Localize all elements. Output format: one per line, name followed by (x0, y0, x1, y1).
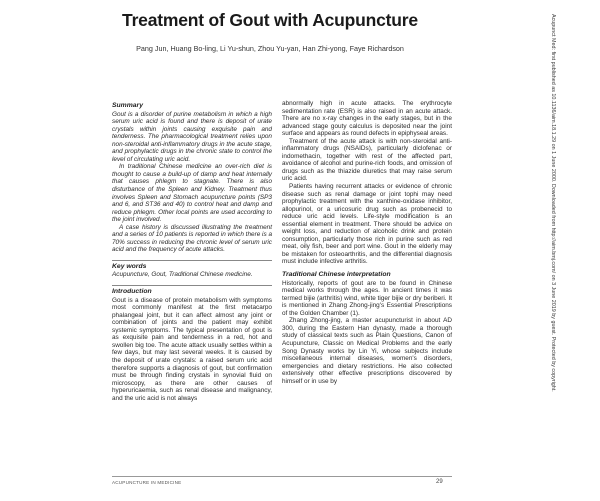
summary-paragraph: Gout is a disorder of purine metabolism in which a high serum uric acid is found and there is deposit of urate crystals within joints causing exquisite pain and tenderness. The pharmacological treatment relies upon non-steroidal anti-inflammatory drugs in the acute stage, and prophylactic drugs in the chronic state to control the level of circulating uric acid. (112, 110, 272, 163)
right-column (282, 100, 452, 385)
body-paragraph: abnormally high in acute attacks. The erythrocyte sedimentation rate (ESR) is also raised in an acute attack. There are no x-ray changes in the early stages, but in the advanced stage gouty calculus is deposited near the joint surface and appears as round defects in epiphyseal areas. (282, 100, 452, 138)
author-list: Pang Jun, Huang Bo-ling, Li Yu-shun, Zhou Yu-yan, Han Zhi-yong, Faye Richardson (136, 44, 404, 53)
summary-paragraph: In traditional Chinese medicine an over-rich diet is thought to cause a build-up of damp and heat internally that causes phlegm to stagnate. There is also disturbance of the Spleen and Kidney. Treatment thus involves Spleen and Stomach acupuncture points (SP3 and 6, and ST36 and 40) to control heat and damp and reduce phlegm. Other local points are used according to the joint involved. (112, 163, 272, 224)
summary-paragraph: A case history is discussed illustrating the treatment and a series of 10 patients is reported in which there is a 70% success in reducing the chronic level of serum uric acid and the frequency of acute attacks. (112, 223, 272, 254)
summary-section (112, 102, 272, 254)
section-divider (112, 285, 272, 286)
introduction-section (112, 285, 272, 402)
tcm-heading: Traditional Chinese interpretation (282, 271, 391, 279)
body-paragraph: Patients having recurrent attacks or evidence of chronic disease such as renal damage or joint tophi may need prophylactic treatment with the xanthine-oxidase inhibitor, allopurinol, or a uricosuric drug such as probenecid to reduce uric acid levels. Life-style modification is an essential element in treatment. There should be advice on weight loss, and reduction of alcoholic drink and protein consumption, particularly those rich in purine such as red meat, oily fish, beer and port wine. Gout in the elderly may be mistaken for osteoarthritis, and the differential diagnosis must include infective arthritis. (282, 183, 452, 266)
left-column (112, 102, 272, 402)
body-paragraph: Treatment of the acute attack is with non-steroidal anti-inflammatory drugs (NSAIDs), particularly diclofenac or indomethacin, together with rest of the affected part, avoidance of alcohol and purine-rich foods, and omission of drugs such as the thiazide diuretics that may raise serum uric acid. (282, 137, 452, 183)
keywords-heading: Key words (112, 262, 147, 270)
journal-name: ACUPUNCTURE IN MEDICINE (112, 480, 182, 485)
summary-heading: Summary (112, 102, 143, 109)
page-number: 29 (436, 479, 443, 485)
article-title: Treatment of Gout with Acupuncture (122, 10, 418, 30)
body-paragraph: Zhang Zhong-jing, a master acupuncturist in about AD 300, during the Eastern Han dynasty, made a thorough study of classical texts such as Plain Questions, Canon of Acupuncture, Classic on Medical Problems and the early Song Dynasty works by Lin Yi, whose subjects include miscellaneous internal diseases, women's disorders, emergencies and dietary restrictions. He also collected extensively other effective prescriptions discovered by himself or in use by (282, 317, 452, 385)
footer-divider (112, 476, 452, 477)
keywords-section (112, 260, 272, 279)
introduction-heading: Introduction (112, 288, 152, 296)
section-divider (112, 260, 272, 261)
keywords-text: Acupuncture, Gout, Traditional Chinese medicine. (112, 271, 253, 279)
body-paragraph: Historically, reports of gout are to be found in Chinese medical works through the ages. In ancient times it was termed bijie (arthritis) wind, white tiger bijie or dry beriberi. It is mentioned in Zhang Zhong-jing's Essential Prescriptions of the Golden Chamber (1). (282, 279, 452, 317)
copyright-sidebar: Acupunct Med: first published as 10.1136/aim.18.1.29 on 1 June 2000. Downloaded from http://aim.bmj.com/ on 3 June 2019 by guest. Protected by copyright. (550, 14, 556, 392)
body-paragraph: Gout is a disease of protein metabolism with symptoms most commonly manifest at the first metacarpo phalangeal joint, but it can affect almost any joint or combination of joints and the patient may exhibit systemic symptoms. The typical presentation of gout is as exquisite pain and tenderness in a red, hot and swollen big toe. The acute attack usually settles within a few days, but may last several weeks. It is caused by the deposit of urate crystals: a raised serum uric acid therefore supports a diagnosis of gout, but confirmation must be through finding crystals in synovial fluid on microscopy, as there are other causes of hyperuricaemia, such as renal disease and malignancy, and the uric acid is not always (112, 296, 272, 402)
